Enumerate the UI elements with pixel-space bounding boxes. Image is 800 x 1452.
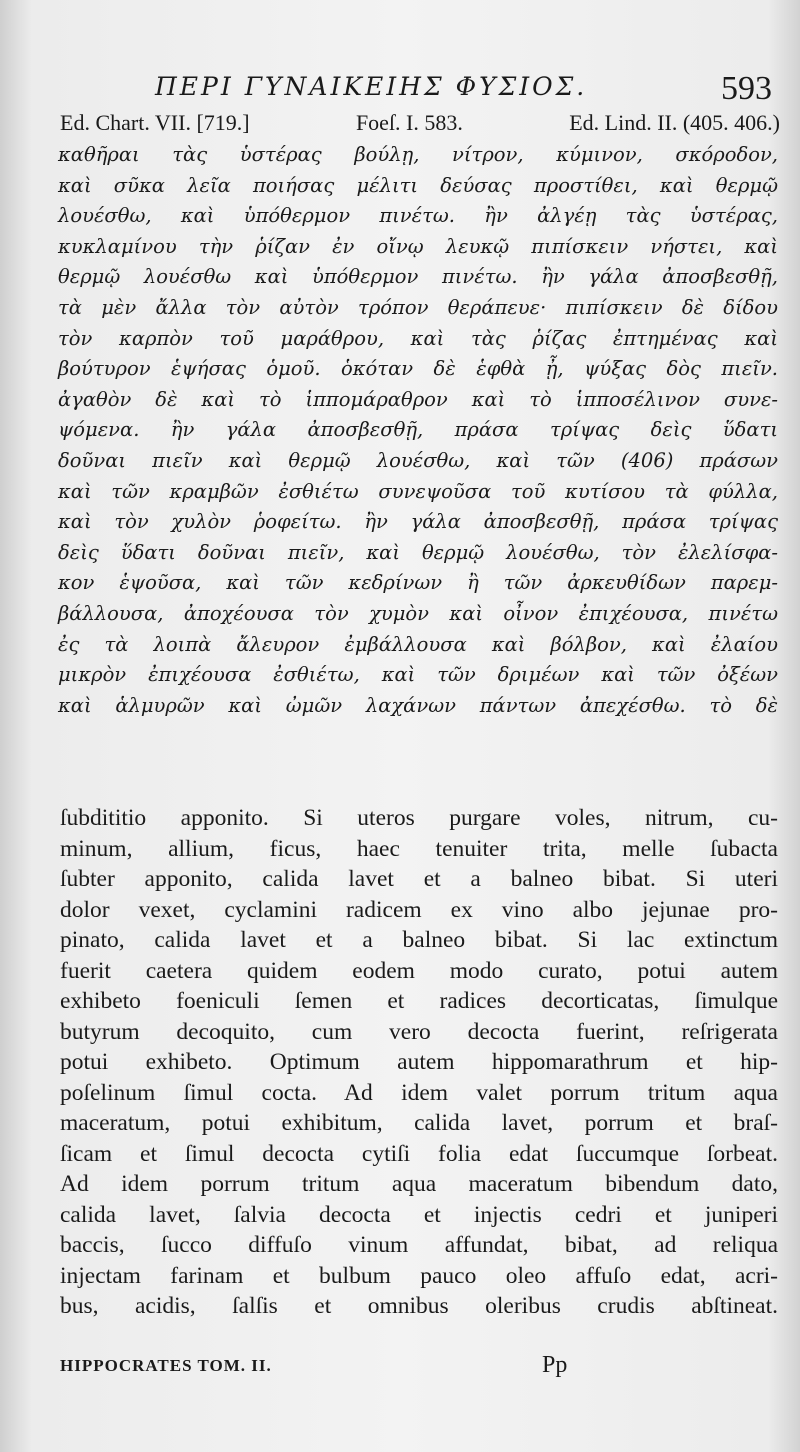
latin-line: butyrum decoquito, cum vero decocta fuerint, reſrigerata	[60, 1018, 778, 1045]
signature-mark: HIPPOCRATES TOM. II.	[60, 1356, 272, 1375]
greek-line: τὰ μὲν ἄλλα τὸν αὐτὸν τρόπον θεράπευε· πιπίσκειν δὲ δίδου	[58, 295, 778, 319]
greek-line: δεὶς ὕδατι δοῦναι πιεῖν, καὶ θερμῷ λουέσθω, τὸν ἐλελίσφα-	[58, 540, 778, 564]
latin-line: pinato, calida lavet et a balneo bibat. Si lac extinctum	[60, 927, 778, 953]
latin-line: maceratum, potui exhibitum, calida lavet, porrum et braſ-	[60, 1110, 778, 1136]
edition-ref-foesius: Foeſ. I. 583.	[355, 110, 463, 135]
edition-references	[60, 110, 780, 136]
latin-line: dolor vexet, cyclamini radicem ex vino albo jejunae pro-	[60, 896, 778, 923]
greek-line: καὶ σῦκα λεῖα ποιήσας μέλιτι δεύσας προστίθει, καὶ θερμῷ	[58, 173, 778, 197]
greek-line: ἐς τὰ λοιπὰ ἄλευρον ἐμβάλλουσα καὶ βόλβον, καὶ ἐλαίου	[58, 632, 778, 656]
catchword: Pp	[542, 1352, 568, 1378]
page-footer	[60, 1352, 778, 1392]
latin-line: fuerit caetera quidem eodem modo curato, potui autem	[60, 957, 778, 984]
latin-line: Ad idem porrum tritum aqua maceratum bibendum dato,	[60, 1171, 778, 1197]
greek-line: ἀγαθὸν δὲ καὶ τὸ ἱππομάραθρον καὶ τὸ ἱπποσέλινον συνε-	[58, 387, 778, 411]
edition-ref-chartier: Ed. Chart. VII. [719.]	[60, 110, 250, 135]
latin-line: exhibeto foeniculi ſemen et radices decorticatas, ſimulque	[60, 988, 778, 1014]
greek-line: βάλλουσα, ἀποχέουσα τὸν χυμὸν καὶ οἶνον ἐπιχέουσα, πινέτω	[58, 601, 778, 625]
greek-line: καὶ τῶν κραμβῶν ἐσθιέτω συνεψοῦσα τοῦ κυτίσου τὰ φύλλα,	[58, 479, 778, 503]
greek-line: μικρὸν ἐπιχέουσα ἐσθιέτω, καὶ τῶν δριμέων καὶ τῶν ὀξέων	[58, 663, 778, 687]
greek-line: βούτυρον ἑψήσας ὁμοῦ. ὁκόταν δὲ ἑφθὰ ᾖ, ψύξας δὸς πιεῖν.	[58, 357, 778, 381]
edition-ref-linden: Ed. Lind. II. (405. 406.)	[569, 110, 780, 135]
greek-line: κυκλαμίνου τὴν ῥίζαν ἐν οἴνῳ λευκῷ πιπίσκειν νήστει, καὶ	[58, 234, 778, 258]
greek-text-block	[58, 140, 778, 721]
latin-line: injectam farinam et bulbum pauco oleo affuſo edat, acri-	[60, 1262, 778, 1289]
greek-line: δοῦναι πιεῖν καὶ θερμῷ λουέσθω, καὶ τῶν (406) πράσων	[58, 448, 778, 472]
latin-line: ſubter apponito, calida lavet et a balneo bibat. Si uteri	[60, 866, 778, 892]
greek-line: ψόμενα. ἢν γάλα ἀποσβεσθῇ, πράσα τρίψας δεὶς ὕδατι	[58, 418, 778, 442]
greek-line: κον ἑψοῦσα, καὶ τῶν κεδρίνων ἢ τῶν ἀρκευθίδων παρεμ-	[58, 571, 778, 595]
latin-line: bus, acidis, ſalſis et omnibus oleribus crudis abſtineat.	[60, 1293, 778, 1319]
greek-line: καὶ ἁλμυρῶν καὶ ὠμῶν λαχάνων πάντων ἀπεχέσθω. τὸ δὲ	[58, 693, 778, 717]
running-head	[60, 70, 780, 110]
latin-line: calida lavet, ſalvia decocta et injectis cedri et juniperi	[60, 1201, 778, 1228]
running-title: ΠΕΡΙ ΓΥΝΑΙΚΕΙΗΣ ΦΥΣΙΟΣ.	[155, 72, 588, 101]
latin-line: baccis, ſucco diffuſo vinum affundat, bibat, ad reliqua	[60, 1232, 778, 1258]
greek-line: θερμῷ λουέσθω καὶ ὑπόθερμον πινέτω. ἢν γάλα ἀποσβεσθῇ,	[58, 265, 778, 289]
latin-line: ſicam et ſimul decocta cytiſi folia edat ſuccumque ſorbeat.	[60, 1140, 778, 1167]
greek-line: καὶ τὸν χυλὸν ῥοφείτω. ἢν γάλα ἀποσβεσθῇ, πράσα τρίψας	[58, 510, 778, 534]
greek-line: καθῆραι τὰς ὑστέρας βούλῃ, νίτρον, κύμινον, σκόροδον,	[58, 143, 778, 166]
greek-line: τὸν καρπὸν τοῦ μαράθρου, καὶ τὰς ῥίζας ἐπτημένας καὶ	[58, 326, 778, 350]
page-number: 593	[721, 70, 772, 107]
latin-text-block	[60, 803, 778, 1322]
latin-line: poſelinum ſimul cocta. Ad idem valet porrum tritum aqua	[60, 1079, 778, 1106]
latin-line: potui exhibeto. Optimum autem hippomarathrum et hip-	[60, 1049, 778, 1075]
greek-line: λουέσθω, καὶ ὑπόθερμον πινέτω. ἢν ἀλγέῃ τὰς ὑστέρας,	[58, 204, 778, 228]
latin-line: minum, allium, ficus, haec tenuiter trita, melle ſubacta	[60, 835, 778, 862]
latin-line: ſubdititio apponito. Si uteros purgare voles, nitrum, cu-	[60, 805, 778, 831]
